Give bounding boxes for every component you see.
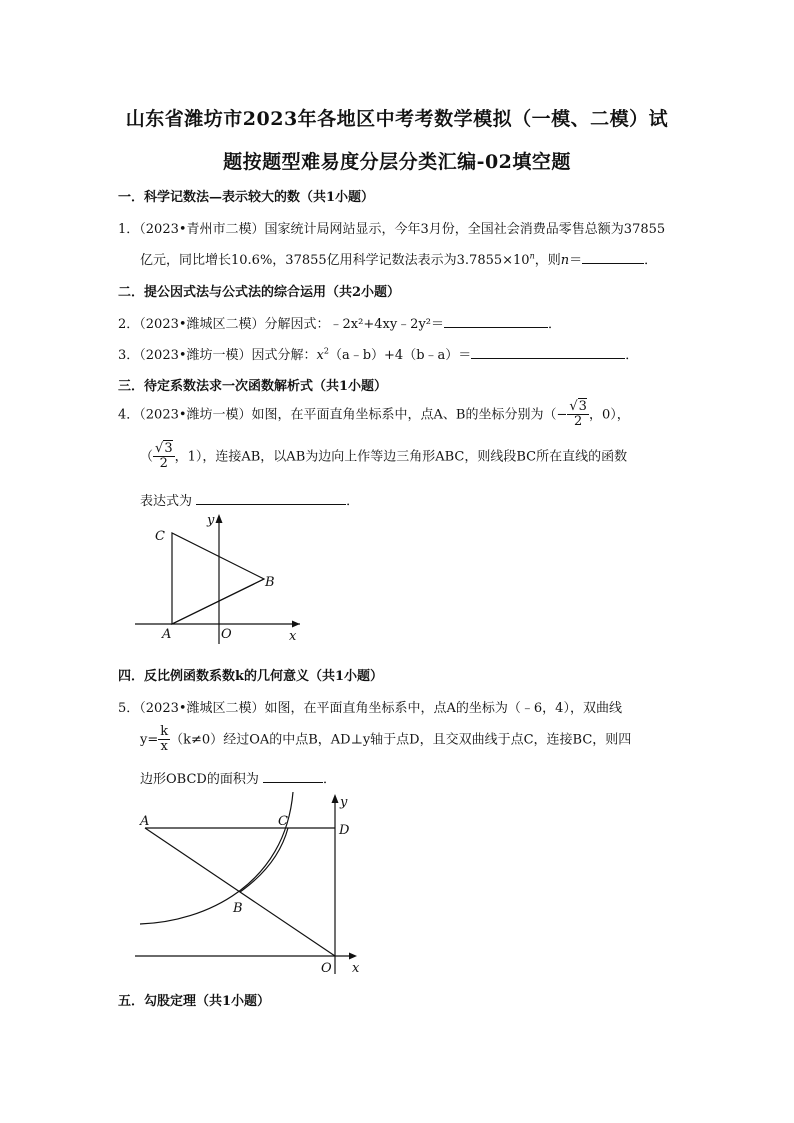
q4-figure xyxy=(135,510,310,645)
q4-text-c: ，1），连接AB，以AB为边向上作等边三角形ABC，则线段BC所在直线的函数 xyxy=(174,449,628,465)
q1-text-c: ＝ xyxy=(569,253,583,268)
q5-fraction xyxy=(158,725,170,755)
q4-label-c: C xyxy=(155,529,165,544)
q4-label-o: O xyxy=(221,627,232,642)
q1-text-b: ，则 xyxy=(534,253,561,268)
q3-answer-blank[interactable] xyxy=(471,346,625,359)
q1-text-a: 亿元，同比增长10.6%，37855亿用科学记数法表示为3.7855×10 xyxy=(140,253,530,268)
q5-k: k xyxy=(160,724,169,739)
q4-label-b: B xyxy=(265,575,275,590)
q4-paren: （ xyxy=(140,449,154,465)
q4-sqrt-2: 3 xyxy=(164,441,173,456)
q1-answer-blank[interactable] xyxy=(582,251,644,264)
q4-label-y: y xyxy=(207,513,215,528)
q5-line3: 边形OBCD的面积为 ． xyxy=(140,772,336,787)
q1-exponent: n xyxy=(529,251,535,261)
doc-title-line2: 题按题型难易度分层分类汇编-02填空题 xyxy=(223,151,571,173)
q4-label-a: A xyxy=(162,627,172,642)
q5-line2 xyxy=(140,725,631,755)
q3-prefix: 3．（2023•潍坊一模）因式分解： xyxy=(118,348,317,363)
section-heading-1: 一．科学记数法—表示较大的数（共1小题） xyxy=(118,190,375,205)
q5-label-a: A xyxy=(140,814,150,829)
q4-fraction-2: $\frac{√3}{2}$ xyxy=(155,441,173,472)
section-heading-3: 三．待定系数法求一次函数解析式（共1小题） xyxy=(118,379,388,394)
q5-label-d: D xyxy=(339,823,350,838)
q3-expr-b: （a﹣b）+4（b﹣a）＝ xyxy=(328,348,472,363)
q4-text-d: 表达式为 xyxy=(140,494,193,509)
q2-line: 2．（2023•潍城区二模）分解因式：﹣2x²+4xy﹣2y²＝ ． xyxy=(118,317,562,332)
q4-fraction-1: $\frac{√3}{2}$ xyxy=(569,399,587,430)
q4-triangle-abc xyxy=(172,533,264,624)
q5-label-c: C xyxy=(278,814,288,829)
q4-x-arrow-icon xyxy=(292,621,300,628)
q4-line2 xyxy=(140,442,627,472)
q4-answer-blank[interactable] xyxy=(196,492,346,505)
q4-line1 xyxy=(118,400,630,430)
q4-den-1: 2 xyxy=(574,414,583,430)
q4-den-2: 2 xyxy=(159,456,168,472)
q2-answer-blank[interactable] xyxy=(444,315,548,328)
q4-segment-ab xyxy=(172,579,264,624)
q5-y-eq: y= xyxy=(140,732,159,748)
q5-line1: 5．（2023•潍城区二模）如图，在平面直角坐标系中，点A的坐标为（﹣6，4），双曲线 xyxy=(118,701,622,716)
q4-sqrt-1: 3 xyxy=(578,399,587,414)
q2-expr: ﹣2x²+4xy﹣2y²＝ xyxy=(329,317,445,332)
q1-line1: 1．（2023•青州市二模）国家统计局网站显示，今年3月份，全国社会消费品零售总额为37855 xyxy=(118,222,666,237)
q3-expr-a: x xyxy=(316,348,324,363)
q5-hyperbola xyxy=(140,792,293,924)
section-heading-4: 四．反比例函数系数k的几何意义（共1小题） xyxy=(118,669,384,684)
q5-text-b: 经过OA的中点B，AD⊥y轴于点D，且交双曲线于点C，连接BC，则四 xyxy=(223,732,632,748)
q3-exponent: 2 xyxy=(323,346,329,356)
q5-y-arrow-icon xyxy=(332,794,339,803)
q5-answer-blank[interactable] xyxy=(263,770,323,783)
q5-label-x: x xyxy=(352,961,360,976)
q5-label-b: B xyxy=(233,901,243,916)
q1-var: n xyxy=(560,253,570,268)
q4-y-arrow-icon xyxy=(216,514,223,523)
q3-line: 3．（2023•潍坊一模）因式分解：$x^2(a﹣b)+4(b﹣a)=$ ． xyxy=(118,346,639,363)
q4-text-a: 4．（2023•潍坊一模）如图，在平面直角坐标系中，点A、B的坐标分别为（− xyxy=(118,407,568,423)
q5-figure xyxy=(135,790,370,980)
q5-segment-bc xyxy=(240,828,288,892)
q5-x-arrow-icon xyxy=(349,953,357,960)
q5-label-y: y xyxy=(340,795,348,810)
section-heading-2: 二．提公因式法与公式法的综合运用（共2小题） xyxy=(118,285,401,300)
q4-text-b: ，0）， xyxy=(588,407,630,423)
q2-prefix: 2．（2023•潍城区二模）分解因式： xyxy=(118,317,330,332)
q5-text-c: 边形OBCD的面积为 xyxy=(140,772,259,787)
section-heading-5: 五．勾股定理（共1小题） xyxy=(118,994,271,1009)
q4-label-x: x xyxy=(289,629,297,644)
q5-x: x xyxy=(160,739,168,755)
doc-title-line1: 山东省潍坊市2023年各地区中考考数学模拟（一模、二模）试 xyxy=(125,108,669,130)
q5-cond: （k≠0） xyxy=(170,732,224,748)
q1-line2: 亿元，同比增长10.6%，37855亿用科学记数法表示为$3.7855\times 10^n$，则n＝ ． xyxy=(140,251,658,268)
q5-label-o: O xyxy=(321,961,332,976)
q4-line3: 表达式为 ． xyxy=(140,494,360,509)
